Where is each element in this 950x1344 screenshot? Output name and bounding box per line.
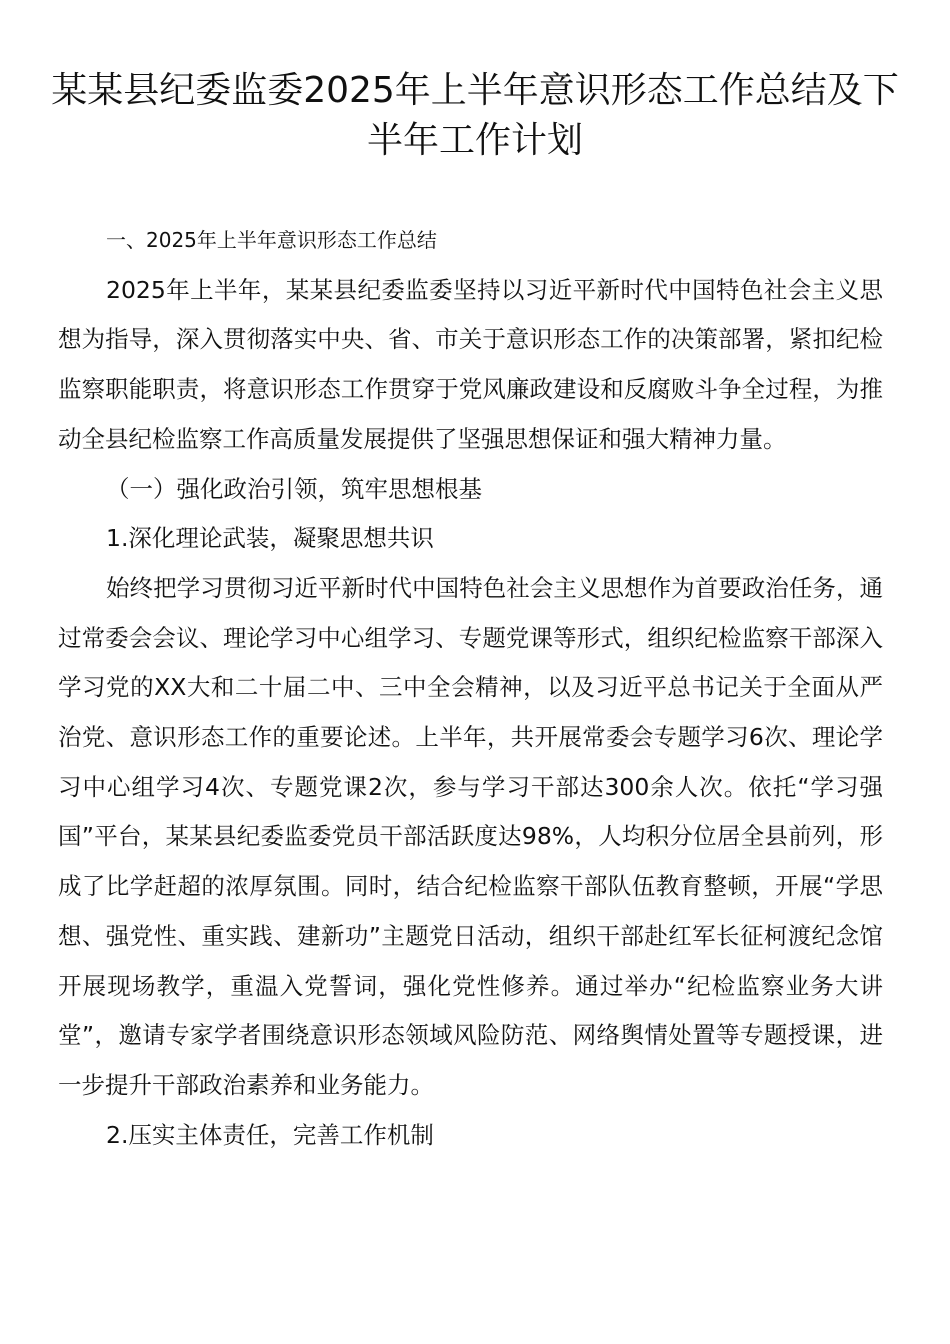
document-body — [58, 216, 883, 1160]
intro-paragraph: 2025年上半年，某某县纪委监委坚持以习近平新时代中国特色社会主义思想为指导，深入贯彻落实中央、省、市关于意识形态工作的决策部署，紧扣纪检监察职能职责，将意识形态工作贯穿于党风廉政建设和反腐败斗争全过程，为推动全县纪检监察工作高质量发展提供了坚强思想保证和强大精神力量。 — [58, 275, 883, 453]
theory-study-paragraph: 始终把学习贯彻习近平新时代中国特色社会主义思想作为首要政治任务，通过常委会会议、理论学习中心组学习、专题党课等形式，组织纪检监察干部深入学习党的XX大和二十届二中、三中全会精神，以及习近平总书记关于全面从严治党、意识形态工作的重要论述。上半年，共开展常委会专题学习6次、理论学习中心组学习4次、专题党课2次，参与学习干部达300余人次。依托“学习强国”平台，某某县纪委监委党员干部活跃度达98%，人均积分位居全县前列，形成了比学赶超的浓厚氛围。同时，结合纪检监察干部队伍教育整顿，开展“学思想、强党性、重实践、建新功”主题党日活动，组织干部赴红军长征柯渡纪念馆开展现场教学，重温入党誓词，强化党性修养。通过举办“纪检监察业务大讲堂”，邀请专家学者围绕意识形态领域风险防范、网络舆情处置等专题授课，进一步提升干部政治素养和业务能力。 — [58, 573, 883, 1099]
document-title: 某某县纪委监委2025年上半年意识形态工作总结及下半年工作计划 — [51, 70, 899, 161]
item-heading-theory-study: 1.深化理论武装，凝聚思想共识 — [106, 524, 434, 553]
section-heading-summary: 一、2025年上半年意识形态工作总结 — [106, 228, 437, 252]
item-heading-responsibility: 2.压实主体责任，完善工作机制 — [106, 1120, 434, 1149]
subsection-heading-political-guidance: （一）强化政治引领，筑牢思想根基 — [106, 474, 482, 503]
